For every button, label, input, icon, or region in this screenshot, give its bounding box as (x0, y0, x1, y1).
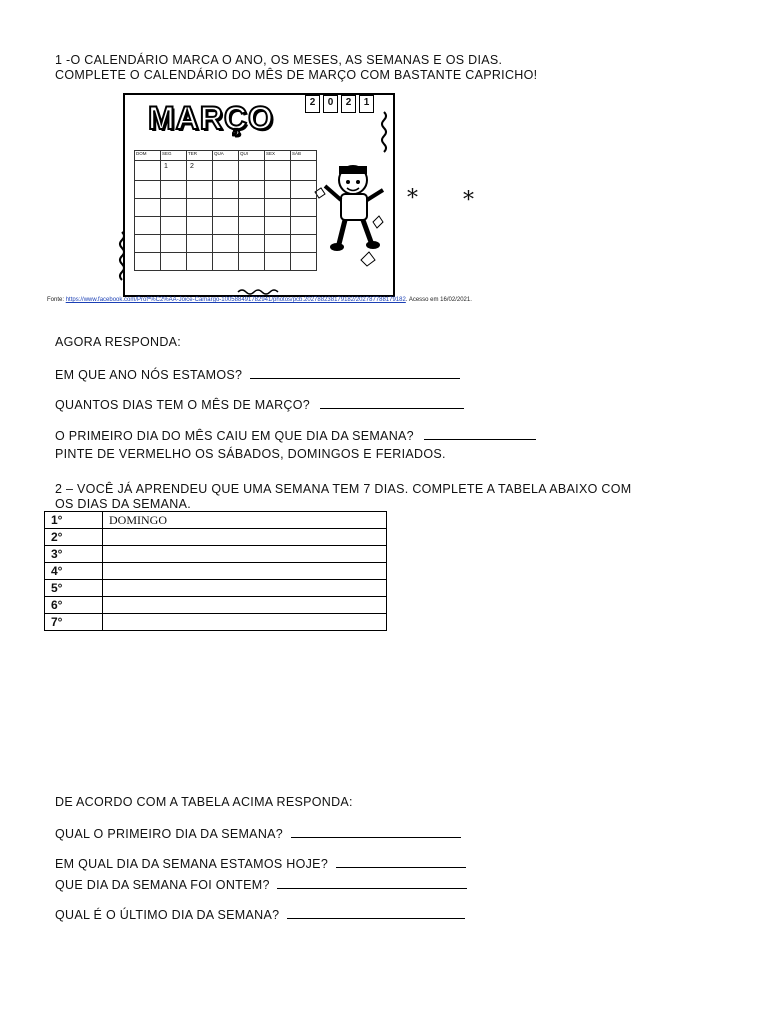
calendar-cell[interactable] (291, 217, 317, 235)
calendar-cell[interactable] (239, 161, 265, 181)
calendar-cell[interactable] (239, 217, 265, 235)
table-row (45, 546, 387, 563)
day-name-cell[interactable] (103, 597, 387, 614)
answer-last-weekday-blank[interactable] (287, 907, 465, 919)
day-name-cell[interactable] (103, 614, 387, 631)
question-first-weekday (55, 826, 461, 841)
weekday-header: DOM (135, 151, 161, 161)
asterisk-mark: * (407, 186, 418, 211)
calendar-grid (134, 150, 317, 271)
answer-days-march-blank[interactable] (320, 397, 464, 409)
day-number: 6° (45, 597, 103, 614)
weekday-header: SEX (265, 151, 291, 161)
table-row (45, 563, 387, 580)
day-name-cell[interactable]: DOMINGO (103, 512, 387, 529)
answer-yesterday-blank[interactable] (277, 877, 467, 889)
source-accessed: . Acesso em 16/02/2021. (405, 297, 472, 303)
calendar-cell[interactable] (265, 217, 291, 235)
table-row (45, 597, 387, 614)
day-name-cell[interactable] (103, 580, 387, 597)
calendar-cell[interactable] (161, 253, 187, 271)
calendar-cell[interactable] (135, 235, 161, 253)
calendar-cell[interactable] (265, 181, 291, 199)
question-yesterday (55, 877, 467, 892)
source-link[interactable]: https://www.facebook.com/Profª%C2%AA-Joice-Camargo-100588491782941/photos/pcb.202788238179182/202787788179182 (65, 297, 406, 303)
calendar-cell[interactable] (239, 235, 265, 253)
calendar-cell[interactable] (187, 199, 213, 217)
question-last-weekday-text: QUAL É O ÚLTIMO DIA DA SEMANA? (55, 908, 280, 922)
calendar-cell[interactable] (187, 217, 213, 235)
q1-line2: COMPLETE O CALENDÁRIO DO MÊS DE MARÇO COM BASTANTE CAPRICHO! (55, 68, 538, 82)
day-number: 4° (45, 563, 103, 580)
weekday-header: SÁB (291, 151, 317, 161)
question-days-march-text: QUANTOS DIAS TEM O MÊS DE MARÇO? (55, 398, 311, 412)
q2-line2: OS DIAS DA SEMANA. (55, 497, 191, 511)
year-digit: 2 (305, 95, 320, 113)
calendar-cell[interactable] (187, 235, 213, 253)
questions-a-heading: AGORA RESPONDA: (55, 335, 182, 349)
day-number: 1° (45, 512, 103, 529)
calendar-cell[interactable] (265, 235, 291, 253)
calendar-cell[interactable] (291, 181, 317, 199)
weekday-header: QUA (213, 151, 239, 161)
weekday-header: SEG (161, 151, 187, 161)
weekday-header: QUI (239, 151, 265, 161)
day-number: 7° (45, 614, 103, 631)
day-name-cell[interactable] (103, 529, 387, 546)
calendar-cell[interactable] (213, 181, 239, 199)
calendar-cell[interactable] (291, 161, 317, 181)
calendar-cell[interactable] (265, 199, 291, 217)
year-digit: 0 (323, 95, 338, 113)
calendar-cell[interactable] (265, 253, 291, 271)
calendar-cell[interactable] (291, 235, 317, 253)
table-row (45, 529, 387, 546)
instruction-paint-red: PINTE DE VERMELHO OS SÁBADOS, DOMINGOS E FERIADOS. (55, 447, 446, 461)
calendar-cell[interactable] (135, 217, 161, 235)
day-number: 2° (45, 529, 103, 546)
week-days-table (44, 511, 387, 631)
question-year-text: EM QUE ANO NÓS ESTAMOS? (55, 368, 243, 382)
q1-line1: 1 -O CALENDÁRIO MARCA O ANO, OS MESES, AS SEMANAS E OS DIAS. (55, 53, 503, 67)
calendar-cell[interactable] (213, 217, 239, 235)
calendar-cell[interactable]: 1 (161, 161, 187, 181)
day-number: 5° (45, 580, 103, 597)
day-number: 3° (45, 546, 103, 563)
calendar-cell[interactable] (135, 181, 161, 199)
day-name-cell[interactable] (103, 546, 387, 563)
year-digit: 1 (359, 95, 374, 113)
calendar-cell[interactable] (187, 181, 213, 199)
year-digit: 2 (341, 95, 356, 113)
day-name-cell[interactable] (103, 563, 387, 580)
answer-year-blank[interactable] (250, 367, 460, 379)
calendar-cell[interactable] (213, 235, 239, 253)
calendar-cell[interactable] (291, 253, 317, 271)
calendar-cell[interactable]: 2 (187, 161, 213, 181)
calendar-cell[interactable] (213, 199, 239, 217)
question-first-day (55, 428, 536, 443)
source-citation (47, 297, 472, 303)
q2-line1: 2 – VOCÊ JÁ APRENDEU QUE UMA SEMANA TEM 7 DIAS. COMPLETE A TABELA ABAIXO COM (55, 482, 632, 496)
calendar-cell[interactable] (239, 253, 265, 271)
source-label: Fonte: (47, 297, 66, 303)
calendar-cell[interactable] (291, 199, 317, 217)
question-first-day-text: O PRIMEIRO DIA DO MÊS CAIU EM QUE DIA DA SEMANA? (55, 429, 414, 443)
calendar-cell[interactable] (161, 235, 187, 253)
table-row (45, 512, 387, 529)
calendar-cell[interactable] (135, 161, 161, 181)
calendar-cell[interactable] (135, 253, 161, 271)
answer-today-blank[interactable] (336, 856, 466, 868)
calendar-cell[interactable] (239, 199, 265, 217)
asterisk-mark: * (463, 188, 474, 213)
answer-first-day-blank[interactable] (424, 428, 536, 440)
weekday-header: TER (187, 151, 213, 161)
calendar-cell[interactable] (161, 217, 187, 235)
question-days-march (55, 397, 464, 412)
question-today (55, 856, 466, 871)
calendar-cell[interactable] (161, 181, 187, 199)
questions-b-heading: DE ACORDO COM A TABELA ACIMA RESPONDA: (55, 795, 353, 809)
question-yesterday-text: QUE DIA DA SEMANA FOI ONTEM? (55, 878, 270, 892)
question-first-weekday-text: QUAL O PRIMEIRO DIA DA SEMANA? (55, 827, 284, 841)
question-last-weekday (55, 907, 465, 922)
table-row (45, 580, 387, 597)
calendar-month-title: MARÇO (148, 100, 274, 136)
calendar-cell[interactable] (213, 253, 239, 271)
calendar-cell[interactable] (187, 253, 213, 271)
calendar-year-flags (305, 95, 374, 113)
calendar-cell[interactable] (239, 181, 265, 199)
answer-first-weekday-blank[interactable] (291, 826, 461, 838)
calendar-cell[interactable] (135, 199, 161, 217)
question-year (55, 367, 460, 382)
table-row (45, 614, 387, 631)
child-illustration (315, 166, 383, 266)
calendar-cell[interactable] (265, 161, 291, 181)
calendar-cell[interactable] (161, 199, 187, 217)
calendar-cell[interactable] (213, 161, 239, 181)
question-today-text: EM QUAL DIA DA SEMANA ESTAMOS HOJE? (55, 857, 329, 871)
